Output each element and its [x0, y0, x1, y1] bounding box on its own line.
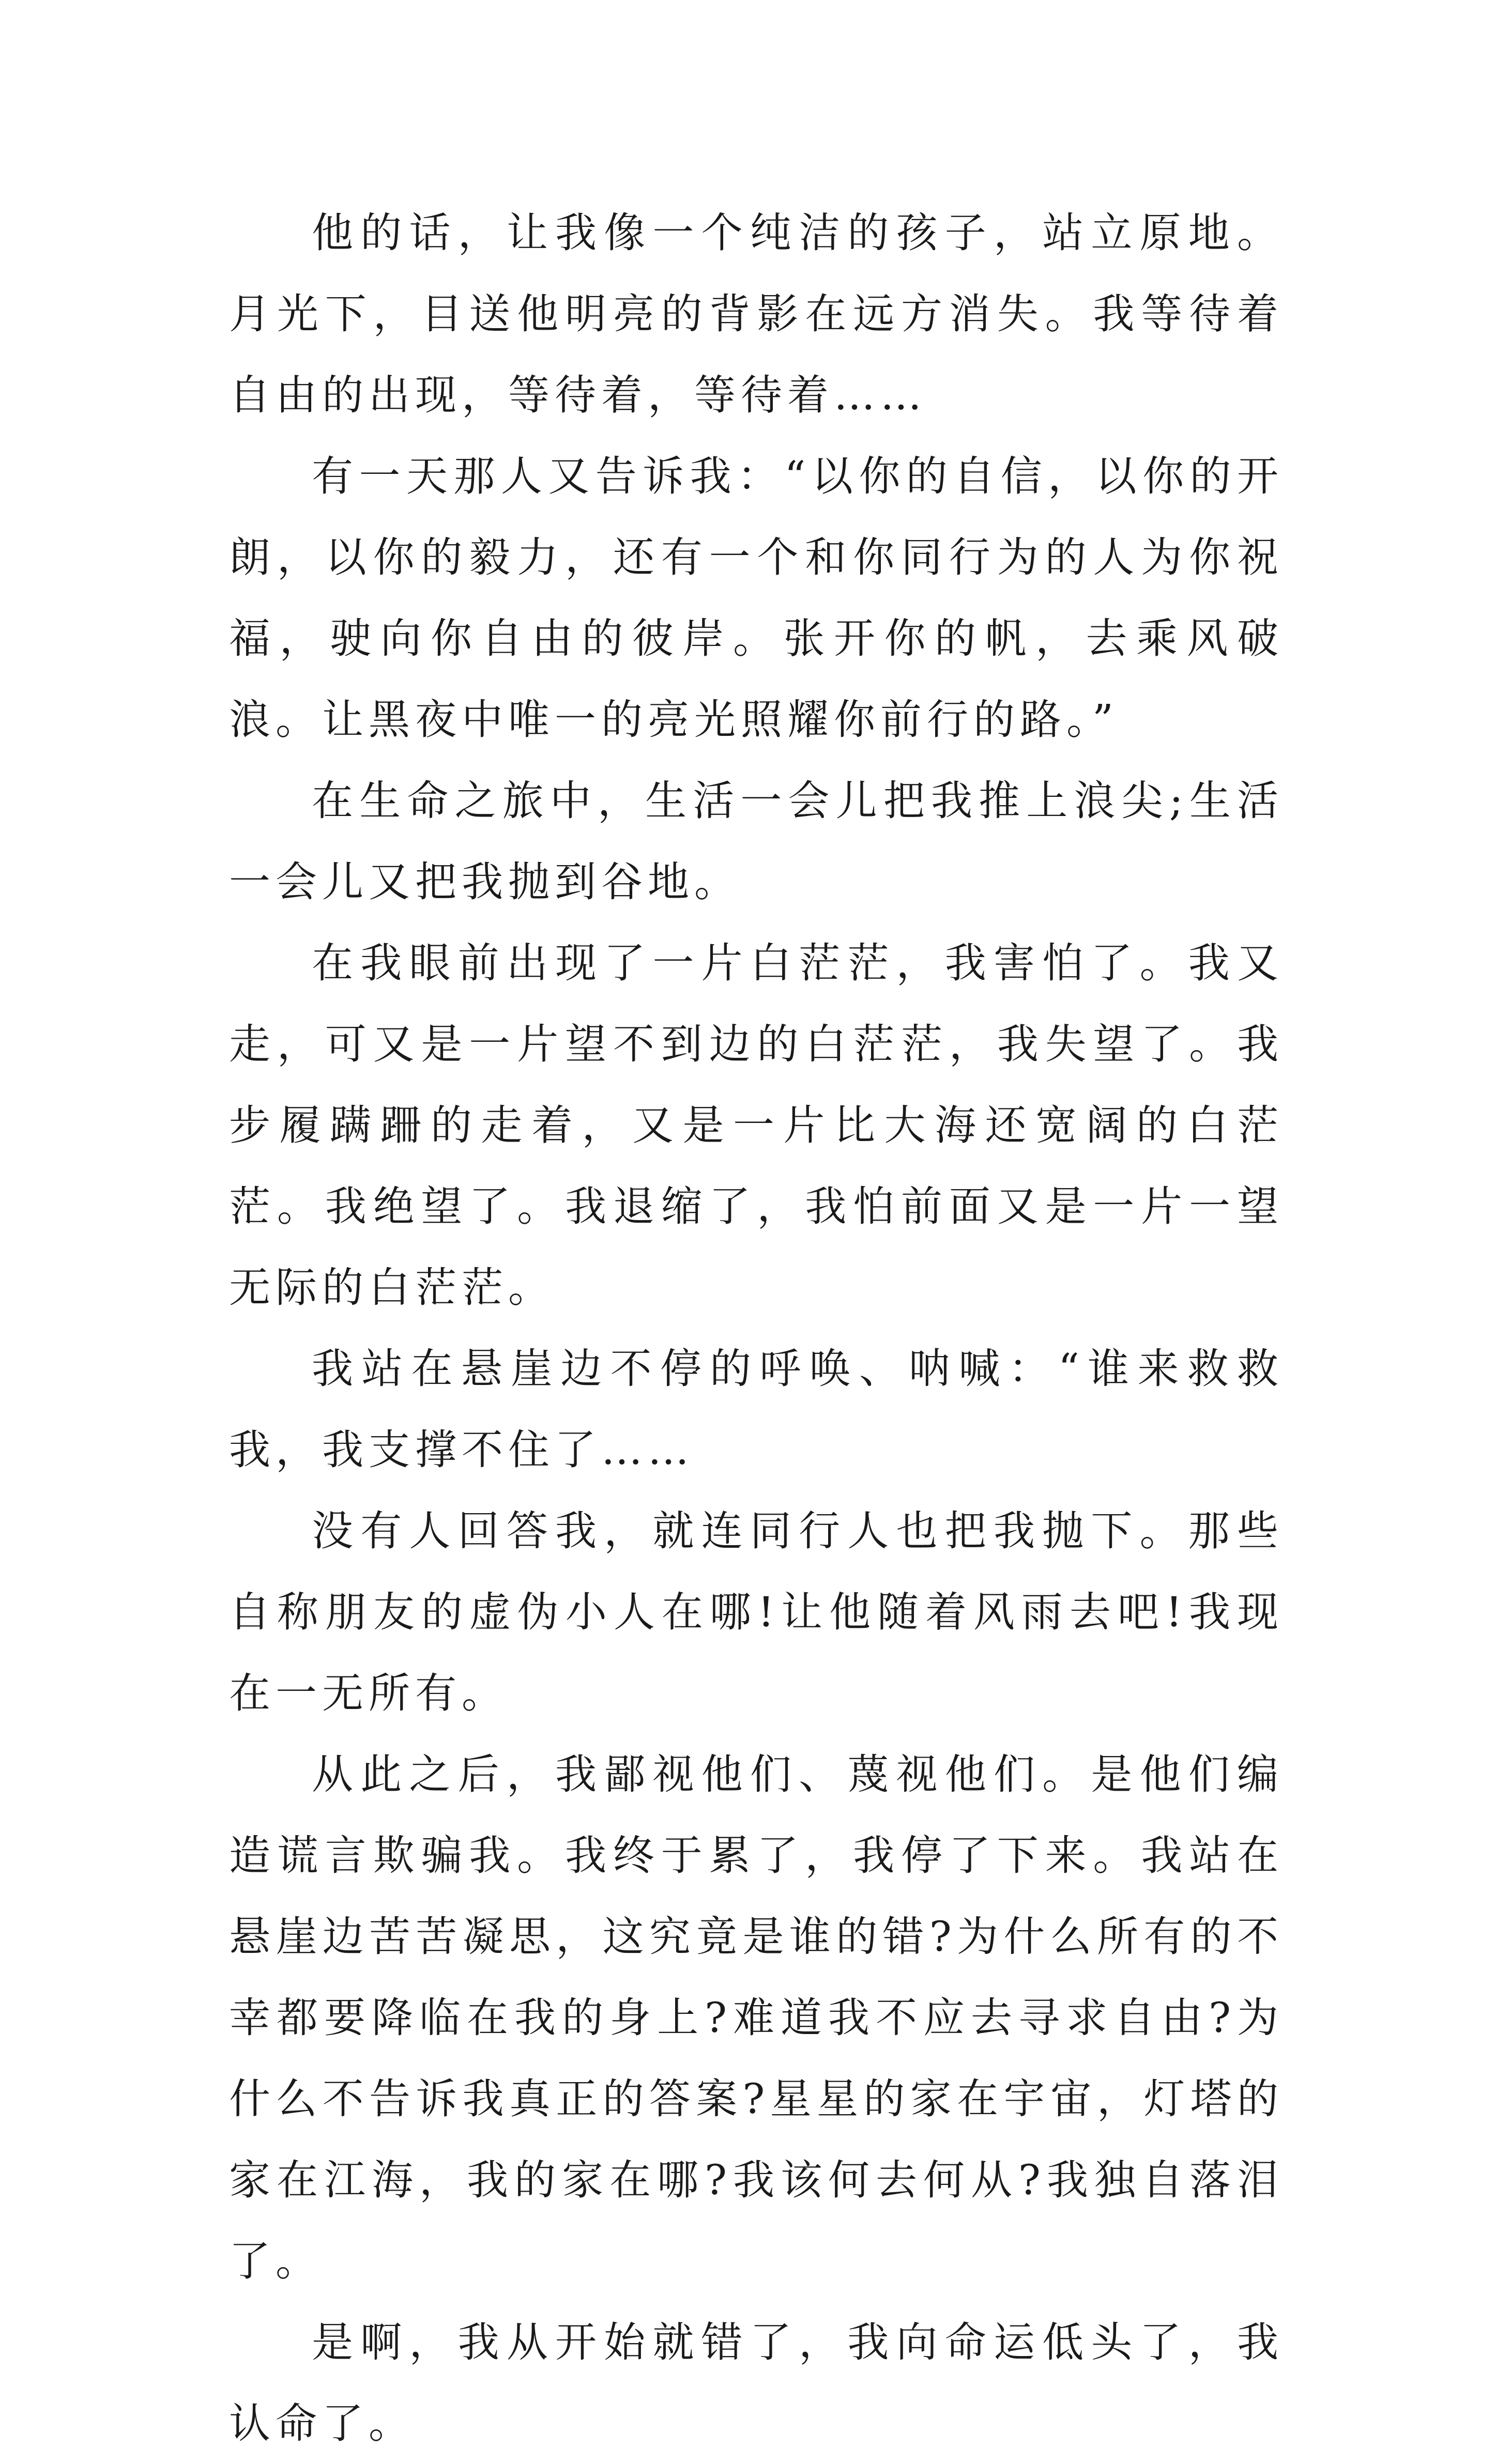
body-text: [229, 192, 1284, 2464]
paragraph-7: 从此之后，我鄙视他们、蔑视他们。是他们编造谎言欺骗我。我终于累了，我停了下来。我站在悬崖边苦苦凝思，这究竟是谁的错?为什么所有的不幸都要降临在我的身上?难道我不应去寻求自由?为什么不告诉我真正的答案?星星的家在宇宙，灯塔的家在江海，我的家在哪?我该何去何从?我独自落泪了。: [229, 1750, 1284, 2285]
paragraph-6: 没有人回答我，就连同行人也把我抛下。那些自称朋友的虚伪小人在哪!让他随着风雨去吧!我现在一无所有。: [229, 1507, 1284, 1717]
paragraph-8: 是啊，我从开始就错了，我向命运低头了，我认命了。: [229, 2318, 1284, 2447]
paragraph-1: 他的话，让我像一个纯洁的孩子，站立原地。月光下，目送他明亮的背影在远方消失。我等待着自由的出现，等待着，等待着……: [229, 209, 1284, 419]
paragraph-5: 我站在悬崖边不停的呼唤、呐喊：“谁来救救我，我支撑不住了……: [229, 1345, 1284, 1474]
paragraph-4: 在我眼前出现了一片白茫茫，我害怕了。我又走，可又是一片望不到边的白茫茫，我失望了。我步履蹒跚的走着，又是一片比大海还宽阔的白茫茫。我绝望了。我退缩了，我怕前面又是一片一望无际的白茫茫。: [229, 939, 1284, 1312]
paragraph-3: 在生命之旅中，生活一会儿把我推上浪尖;生活一会儿又把我抛到谷地。: [229, 777, 1284, 906]
paragraph-2: 有一天那人又告诉我：“以你的自信，以你的开朗，以你的毅力，还有一个和你同行为的人为你祝福，驶向你自由的彼岸。张开你的帆，去乘风破浪。让黑夜中唯一的亮光照耀你前行的路。”: [229, 452, 1284, 744]
